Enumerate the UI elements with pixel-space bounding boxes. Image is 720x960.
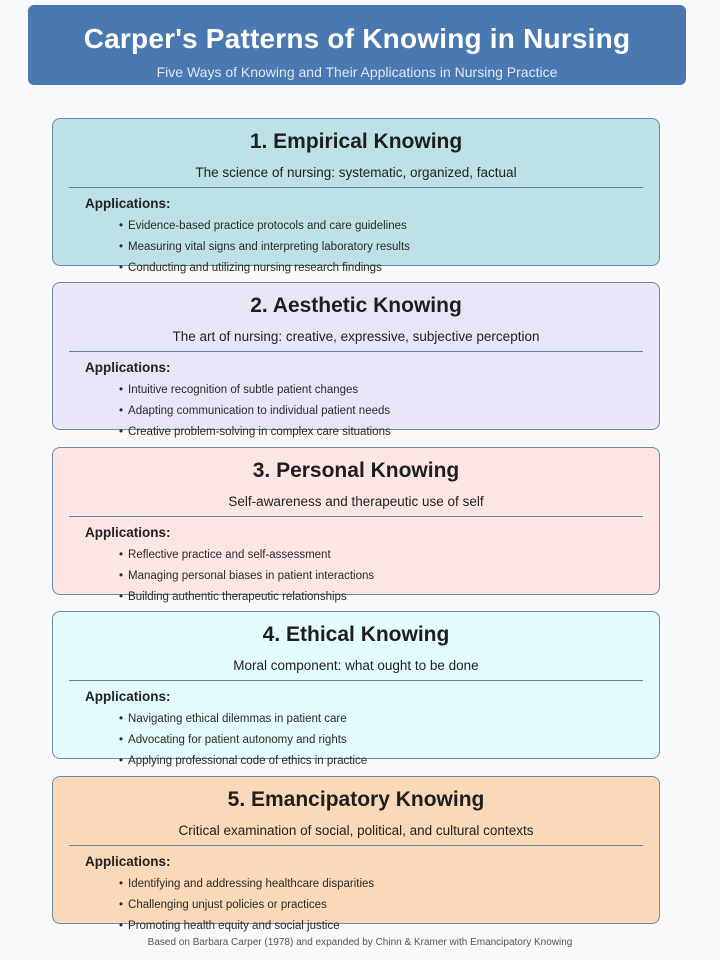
application-item: • Creative problem-solving in complex care situations	[119, 426, 391, 438]
application-item: • Challenging unjust policies or practices	[119, 899, 327, 911]
application-item: • Evidence-based practice protocols and care guidelines	[119, 220, 407, 232]
card-title: 1. Empirical Knowing	[249, 130, 463, 153]
page-title: Carper's Patterns of Knowing in Nursing	[83, 23, 631, 54]
card-title: 3. Personal Knowing	[252, 459, 460, 482]
applications-label: Applications:	[85, 689, 171, 704]
card-divider	[69, 845, 643, 846]
card-aesthetic-knowing	[52, 282, 660, 438]
applications-list	[119, 709, 659, 772]
card-title: 5. Emancipatory Knowing	[227, 788, 485, 811]
application-item: • Advocating for patient autonomy and rights	[119, 734, 347, 746]
card-title: 4. Ethical Knowing	[262, 623, 450, 646]
applications-list	[119, 874, 659, 937]
application-item: • Measuring vital signs and interpreting laboratory results	[119, 241, 410, 253]
application-item: • Reflective practice and self-assessment	[119, 549, 331, 561]
applications-list	[119, 545, 659, 608]
card-description: Moral component: what ought to be done	[233, 658, 479, 673]
page-subtitle: Five Ways of Knowing and Their Applications in Nursing Practice	[156, 64, 558, 80]
card-divider	[69, 516, 643, 517]
card-ethical-knowing	[52, 611, 660, 767]
application-item: • Identifying and addressing healthcare disparities	[119, 878, 375, 890]
card-title: 2. Aesthetic Knowing	[250, 294, 462, 317]
applications-list	[119, 216, 659, 279]
applications-list	[119, 380, 659, 443]
card-description: Self-awareness and therapeutic use of self	[228, 494, 484, 509]
card-divider	[69, 351, 643, 352]
card-empirical-knowing	[52, 118, 660, 274]
applications-label: Applications:	[85, 360, 171, 375]
application-item: • Adapting communication to individual patient needs	[119, 405, 391, 417]
application-item: • Managing personal biases in patient interactions	[119, 570, 375, 582]
header-banner	[28, 5, 686, 85]
application-item: • Building authentic therapeutic relationships	[119, 591, 347, 603]
card-divider	[69, 680, 643, 681]
card-emancipatory-knowing	[52, 776, 660, 932]
applications-label: Applications:	[85, 854, 171, 869]
application-item: • Navigating ethical dilemmas in patient care	[119, 713, 347, 725]
card-divider	[69, 187, 643, 188]
card-description: The science of nursing: systematic, organized, factual	[195, 165, 517, 180]
card-description: The art of nursing: creative, expressive, subjective perception	[172, 329, 540, 344]
card-personal-knowing	[52, 447, 660, 603]
application-item: • Conducting and utilizing nursing research findings	[119, 262, 382, 274]
card-description: Critical examination of social, political, and cultural contexts	[178, 823, 534, 838]
applications-label: Applications:	[85, 525, 171, 540]
application-item: • Promoting health equity and social justice	[119, 920, 340, 932]
applications-label: Applications:	[85, 196, 171, 211]
footer-citation: Based on Barbara Carper (1978) and expanded by Chinn & Kramer with Emancipatory Knowing	[147, 937, 573, 948]
application-item: • Intuitive recognition of subtle patient changes	[119, 384, 359, 396]
application-item: • Applying professional code of ethics in practice	[119, 755, 368, 767]
